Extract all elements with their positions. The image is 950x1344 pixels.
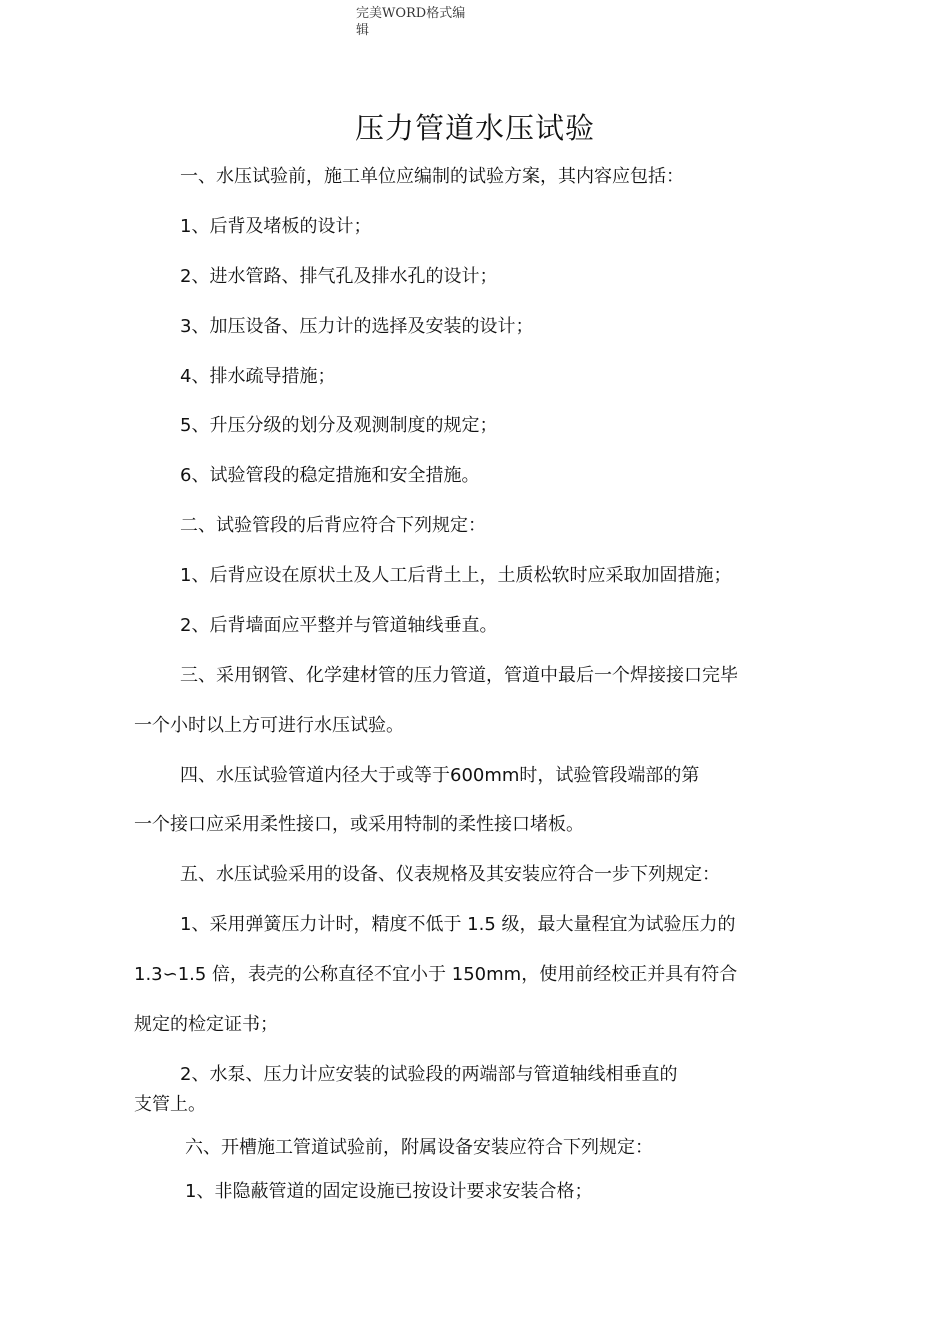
section-1-item-5: 5、升压分级的划分及观测制度的规定； <box>180 415 498 436</box>
section-1-heading: 一、水压试验前，施工单位应编制的试验方案，其内容应包括： <box>180 166 684 187</box>
section-1-item-1: 1、后背及堵板的设计； <box>180 216 372 237</box>
section-1-item-2: 2、进水管路、排气孔及排水孔的设计； <box>180 266 498 287</box>
section-5-item-2-line-2: 支管上。 <box>134 1094 206 1115</box>
section-5-item-1-line-3: 规定的检定证书； <box>134 1014 278 1035</box>
section-2-heading: 二、试验管段的后背应符合下列规定： <box>180 515 486 536</box>
section-6-item-1: 1、非隐蔽管道的固定设施已按设计要求安装合格； <box>185 1181 593 1202</box>
section-5-heading: 五、水压试验采用的设备、仪表规格及其安装应符合一步下列规定： <box>180 864 720 885</box>
section-4-line-1: 四、水压试验管道内径大于或等于600mm时，试验管段端部的第 <box>180 765 700 786</box>
document-title: 压力管道水压试验 <box>354 111 595 145</box>
header-line-2: 辑 <box>356 23 370 38</box>
section-1-item-4: 4、排水疏导措施； <box>180 366 336 387</box>
section-3-line-2: 一个小时以上方可进行水压试验。 <box>134 715 404 736</box>
section-6-heading: 六、开槽施工管道试验前，附属设备安装应符合下列规定： <box>185 1137 653 1158</box>
section-5-item-2-line-1: 2、水泵、压力计应安装的试验段的两端部与管道轴线相垂直的 <box>180 1064 678 1085</box>
section-2-item-2: 2、后背墙面应平整并与管道轴线垂直。 <box>180 615 498 636</box>
section-4-line-2: 一个接口应采用柔性接口，或采用特制的柔性接口堵板。 <box>134 814 584 835</box>
header-line-1: 完美WORD格式编 <box>356 6 466 21</box>
section-3-line-1: 三、采用钢管、化学建材管的压力管道，管道中最后一个焊接接口完毕 <box>180 665 738 686</box>
section-5-item-1-line-2: 1.3∽1.5 倍，表壳的公称直径不宜小于 150mm，使用前经校正并具有符合 <box>134 964 738 985</box>
section-1-item-3: 3、加压设备、压力计的选择及安装的设计； <box>180 316 534 337</box>
section-5-item-1-line-1: 1、采用弹簧压力计时，精度不低于 1.5 级，最大量程宜为试验压力的 <box>180 914 736 935</box>
section-1-item-6: 6、试验管段的稳定措施和安全措施。 <box>180 465 480 486</box>
section-2-item-1: 1、后背应设在原状土及人工后背土上，土质松软时应采取加固措施； <box>180 565 732 586</box>
page-header <box>356 5 486 39</box>
